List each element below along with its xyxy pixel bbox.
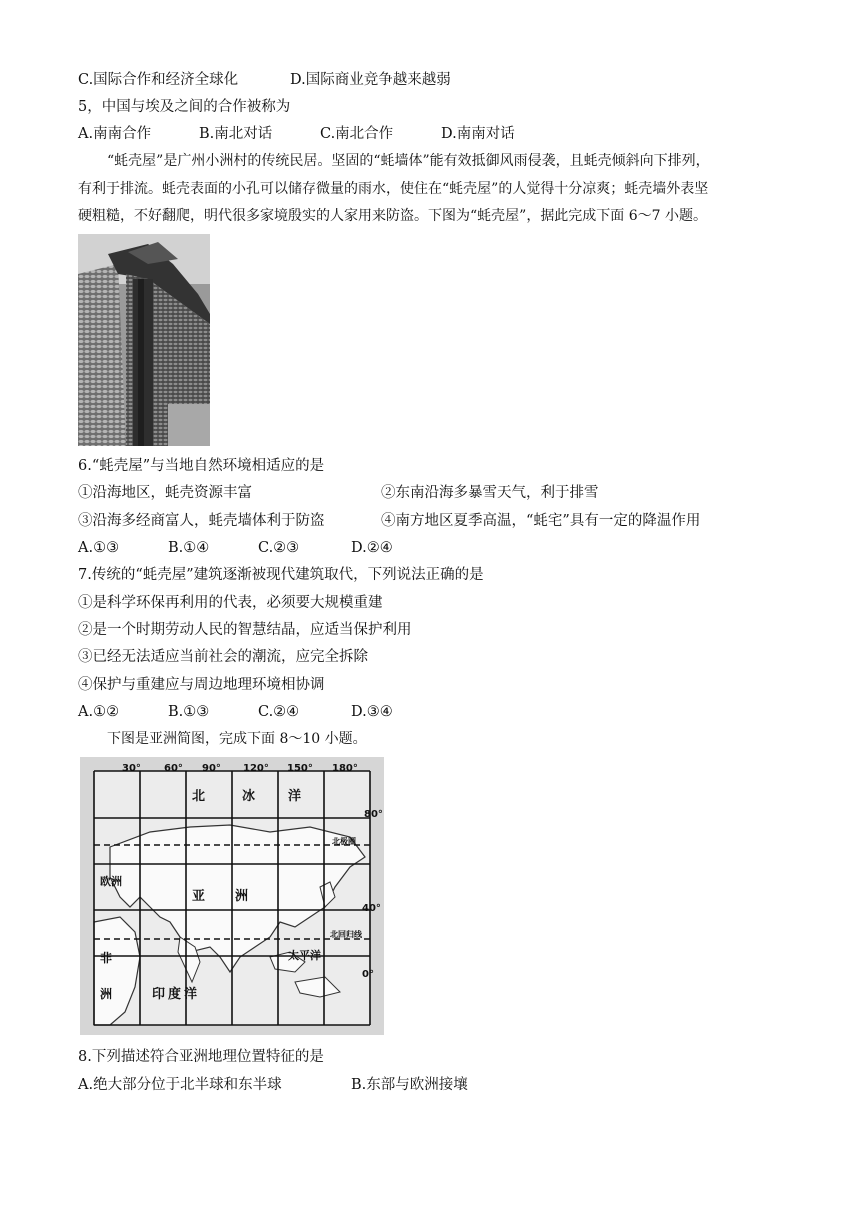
arctic-ocean-label-2: 冰 — [242, 789, 256, 804]
q6-stem: 6.“蚝壳屋”与当地自然环境相适应的是 — [78, 458, 325, 474]
q7-option-d: D.③④ — [351, 704, 393, 720]
pacific-ocean-label: 太平洋 — [288, 949, 321, 962]
q7-stem: 7.传统的“蚝壳屋”建筑逐渐被现代建筑取代，下列说法正确的是 — [78, 567, 484, 583]
q5-stem: 5，中国与埃及之间的合作被称为 — [78, 99, 291, 115]
q7-option-c: C.②④ — [258, 704, 300, 720]
passage-line-3: 硬粗糙，不好翻爬，明代很多家境殷实的人家用来防盗。下图为“蚝壳屋”，据此完成下面 6～7 小题。 — [78, 208, 708, 224]
lon-120-label: 120° — [243, 763, 269, 774]
lon-30-label: 30° — [122, 763, 141, 774]
europe-label: 欧洲 — [100, 875, 122, 888]
q8-option-b: B.东部与欧洲接壤 — [351, 1077, 468, 1093]
oyster-shell-house-photo — [78, 234, 210, 446]
arctic-ocean-label-1: 北 — [192, 789, 206, 804]
q7-statement-1: ①是科学环保再利用的代表，必须要大规模重建 — [78, 595, 383, 611]
africa-label-2: 洲 — [100, 987, 113, 1001]
q5-option-b: B.南北对话 — [199, 126, 273, 142]
lat-80-label: 80° — [364, 809, 383, 820]
q7-statement-3: ③已经无法适应当前社会的潮流，应完全拆除 — [78, 649, 368, 665]
q6-statement-1: ①沿海地区，蚝壳资源丰富 — [78, 485, 252, 501]
lat-40-label: 40° — [362, 903, 381, 914]
q6-option-d: D.②④ — [351, 540, 393, 556]
asia-label-2: 洲 — [235, 889, 249, 904]
q7-option-b: B.①③ — [168, 704, 210, 720]
lon-90-label: 90° — [202, 763, 221, 774]
q8-stem: 8.下列描述符合亚洲地理位置特征的是 — [78, 1049, 324, 1065]
q6-option-b: B.①④ — [168, 540, 210, 556]
passage-line-2: 有利于排流。蚝壳表面的小孔可以储存微量的雨水，使住在“蚝壳屋”的人觉得十分凉爽；蚝壳墙外表坚 — [78, 181, 709, 197]
arctic-circle-label: 北极圈 — [332, 837, 356, 846]
africa-label-1: 非 — [100, 951, 113, 965]
indian-ocean-label: 印度洋 — [152, 987, 201, 1002]
q4-option-c: C.国际合作和经济全球化 — [78, 72, 239, 88]
q5-option-c: C.南北合作 — [320, 126, 394, 142]
lon-180-label: 180° — [332, 763, 358, 774]
q5-option-d: D.南南对话 — [441, 126, 515, 142]
q8-option-a: A.绝大部分位于北半球和东半球 — [78, 1077, 282, 1093]
q6-option-a: A.①③ — [78, 540, 120, 556]
q6-statement-3: ③沿海多经商富人，蚝壳墙体利于防盗 — [78, 513, 325, 529]
passage-line-1: “蚝壳屋”是广州小洲村的传统民居。坚固的“蚝墙体”能有效抵御风雨侵袭，且蚝壳倾斜向下排列， — [107, 153, 710, 169]
q6-option-c: C.②③ — [258, 540, 300, 556]
q6-statement-4: ④南方地区夏季高温，“蚝宅”具有一定的降温作用 — [381, 513, 701, 529]
tropic-of-cancer-label: 北回归线 — [330, 930, 362, 939]
asia-label-1: 亚 — [192, 889, 206, 904]
asia-map — [80, 757, 384, 1035]
q7-statement-4: ④保护与重建应与周边地理环境相协调 — [78, 677, 325, 693]
q6-statement-2: ②东南沿海多暴雪天气，利于排雪 — [381, 485, 599, 501]
arctic-ocean-label-3: 洋 — [288, 789, 302, 804]
q5-option-a: A.南南合作 — [78, 126, 152, 142]
q4-option-d: D.国际商业竞争越来越弱 — [290, 72, 451, 88]
q7-option-a: A.①② — [78, 704, 120, 720]
q7-statement-2: ②是一个时期劳动人民的智慧结晶，应适当保护利用 — [78, 622, 412, 638]
map-intro: 下图是亚洲简图，完成下面 8～10 小题。 — [107, 731, 367, 747]
lon-60-label: 60° — [164, 763, 183, 774]
lon-150-label: 150° — [287, 763, 313, 774]
lat-0-label: 0° — [362, 969, 374, 980]
